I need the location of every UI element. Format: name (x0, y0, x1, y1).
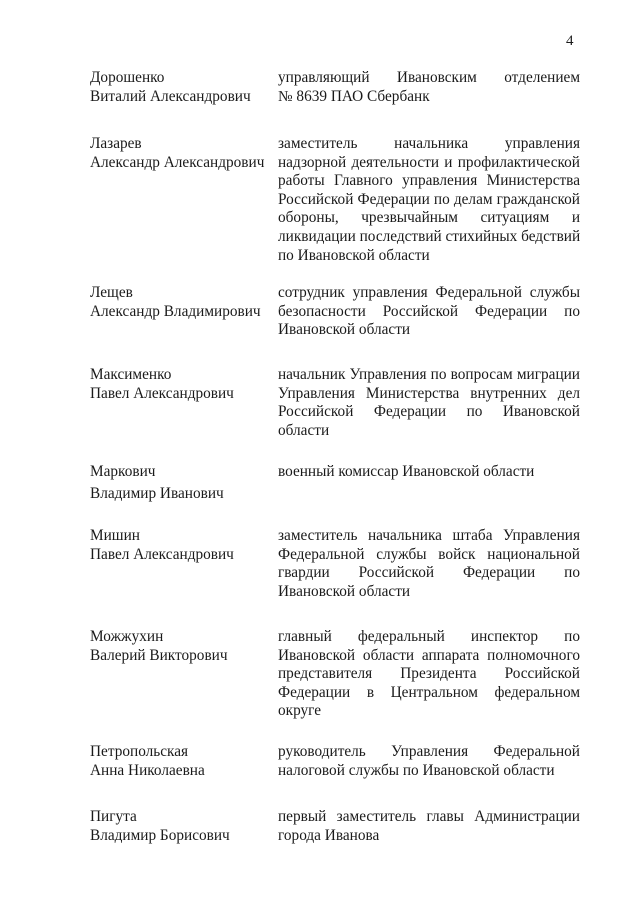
member-surname: Максименко (90, 366, 172, 383)
member-name (90, 135, 270, 172)
member-given-names: Павел Александрович (90, 545, 234, 563)
position-line: Ивановской области (278, 321, 411, 339)
member-position (278, 808, 580, 845)
member-given-names: Павел Александрович (90, 384, 234, 402)
page-number: 4 (566, 33, 574, 49)
position-line: обороны, чрезвычайным ситуациям и (278, 209, 580, 227)
member-name (90, 366, 270, 403)
position-line: № 8639 ПАО Сбербанк (278, 87, 430, 105)
member-given-names: Владимир Борисович (90, 826, 230, 844)
position-line: Федерации в Центральном федеральном (278, 683, 580, 701)
member-given-names: Александр Владимирович (90, 302, 261, 320)
member-position (278, 366, 580, 440)
position-line: гвардии Российской Федерации по (278, 564, 580, 582)
position-line: Федеральной службы войск национальной (278, 545, 580, 563)
member-position (278, 135, 580, 265)
position-line: главный федеральный инспектор по (278, 628, 580, 645)
member-position (278, 743, 580, 780)
position-line: сотрудник управления Федеральной службы (278, 284, 580, 301)
position-line: работы Главного управления Министерства (278, 172, 580, 190)
member-surname: Лещев (90, 284, 133, 301)
member-position (278, 284, 580, 340)
position-line: первый заместитель главы Администрации (278, 808, 580, 825)
member-given-names: Виталий Александрович (90, 87, 251, 105)
position-line: Российской Федерации по Ивановской (278, 403, 580, 421)
position-line: ликвидации последствий стихийных бедствий (278, 227, 580, 245)
member-position (278, 527, 580, 601)
member-surname: Петропольская (90, 743, 189, 760)
position-line: округе (278, 702, 322, 720)
member-given-names: Анна Николаевна (90, 761, 205, 779)
position-line: города Иванова (278, 826, 380, 844)
position-line: заместитель начальника управления (278, 135, 580, 152)
member-name (90, 527, 270, 564)
member-position (278, 69, 580, 106)
member-surname: Лазарев (90, 135, 142, 152)
member-position (278, 463, 580, 482)
position-line: Ивановской области аппарата полномочного (278, 646, 580, 664)
member-surname: Можжухин (90, 628, 164, 645)
position-line: руководитель Управления Федеральной (278, 743, 580, 760)
member-name (90, 463, 270, 503)
member-given-names: Валерий Викторович (90, 646, 228, 664)
member-name (90, 628, 270, 665)
position-line: управляющий Ивановским отделением (278, 69, 580, 86)
position-line: начальник Управления по вопросам миграции (278, 366, 580, 383)
member-name (90, 69, 270, 106)
member-name (90, 743, 270, 780)
member-given-names: Александр Александрович (90, 153, 265, 171)
position-line: представителя Президента Российской (278, 665, 580, 683)
position-line: военный комиссар Ивановской области (278, 463, 535, 480)
member-position (278, 628, 580, 721)
member-given-names: Владимир Иванович (90, 484, 224, 502)
member-surname: Пигута (90, 808, 137, 825)
position-line: Ивановской области (278, 582, 411, 600)
position-line: Управления Министерства внутренних дел (278, 384, 580, 402)
position-line: области (278, 421, 330, 439)
member-name (90, 808, 270, 845)
position-line: налоговой службы по Ивановской области (278, 761, 555, 779)
member-surname: Дорошенко (90, 69, 165, 86)
position-line: по Ивановской области (278, 246, 430, 264)
member-surname: Маркович (90, 463, 156, 480)
member-name (90, 284, 270, 321)
member-surname: Мишин (90, 527, 140, 544)
position-line: Российской Федерации по делам гражданской (278, 190, 580, 208)
position-line: безопасности Российской Федерации по (278, 302, 580, 320)
position-line: надзорной деятельности и профилактической (278, 153, 580, 171)
position-line: заместитель начальника штаба Управления (278, 527, 580, 544)
